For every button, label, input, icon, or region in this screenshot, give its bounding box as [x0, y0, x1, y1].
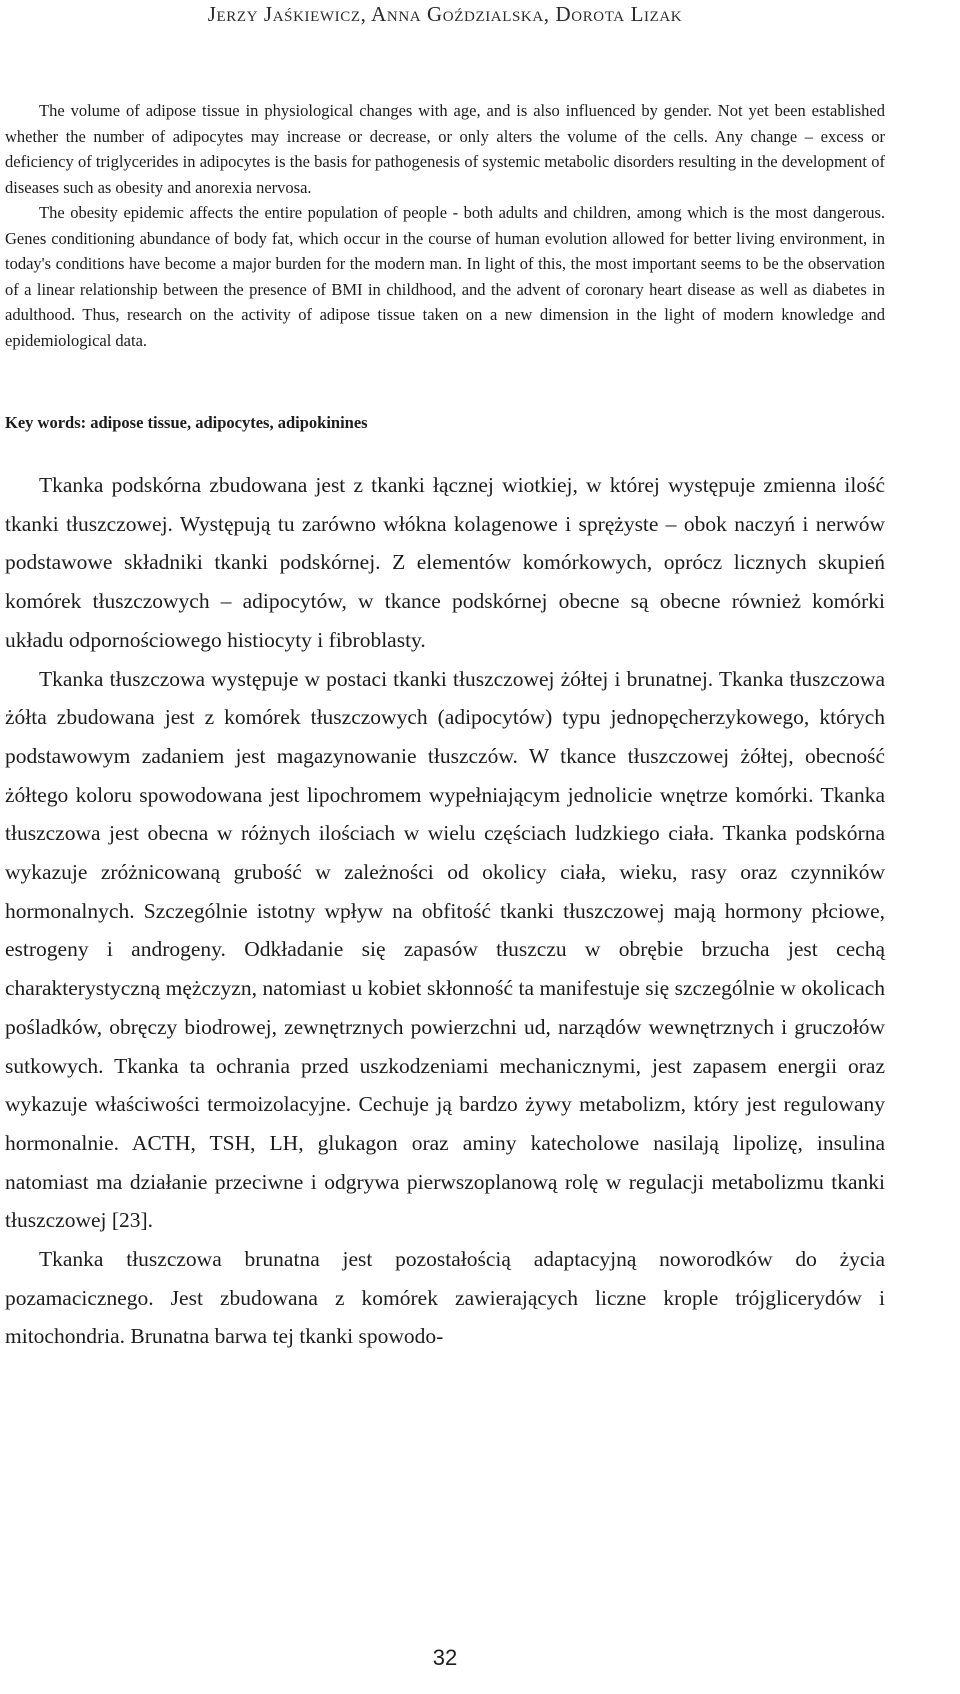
keywords: Key words: adipose tissue, adipocytes, adipokinines [5, 413, 368, 432]
body-text [5, 466, 885, 1356]
abstract-paragraph-1: The volume of adipose tissue in physiological changes with age, and is also influenced by gender. Not yet been established whether the number of adipocytes may increase or decrease, or only alters the volume of the cells. Any change – excess or deficiency of triglycerides in adipocytes is the basis for pathogenesis of systemic metabolic disorders resulting in the development of diseases such as obesity and anorexia nervosa. [5, 101, 885, 197]
body-paragraph-1: Tkanka podskórna zbudowana jest z tkanki łącznej wiotkiej, w której występuje zmienna ilość tkanki tłuszczowej. Występują tu zarówno włókna kolagenowe i sprężyste – obok naczyń i nerwów podstawowe składniki tkanki podskórnej. Z elementów komórkowych, oprócz licznych skupień komórek tłuszczowych – adipocytów, w tkance podskórnej obecne są obecne również komórki układu odpornościowego histiocyty i fibroblasty. [5, 473, 885, 652]
body-paragraph-2: Tkanka tłuszczowa występuje w postaci tkanki tłuszczowej żółtej i brunatnej. Tkanka tłuszczowa żółta zbudowana jest z komórek tłuszczowych (adipocytów) typu jednopęcherzykowego, których podstawowym zadaniem jest magazynowanie tłuszczów. W tkance tłuszczowej żółtej, obecność żółtego koloru spowodowana jest lipochromem wypełniającym jednolicie wnętrze komórki. Tkanka tłuszczowa jest obecna w różnych ilościach w wielu częściach ludzkiego ciała. Tkanka podskórna wykazuje zróżnicowaną grubość w zależności od okolicy ciała, wieku, rasy oraz czynników hormonalnych. Szczególnie istotny wpływ na obfitość tkanki tłuszczowej mają hormony płciowe, estrogeny i androgeny. Odkładanie się zapasów tłuszczu w obrębie brzucha jest cechą charakterystyczną mężczyzn, natomiast u kobiet skłonność ta manifestuje się szczególnie w okolicach pośladków, obręczy biodrowej, zewnętrznych powierzchni ud, narządów wewnętrznych i gruczołów sutkowych. Tkanka ta ochrania przed uszkodzeniami mechanicznymi, jest zapasem energii oraz wykazuje właściwości termoizolacyjne. Cechuje ją bardzo żywy metabolizm, który jest regulowany hormonalnie. ACTH, TSH, LH, glukagon oraz aminy katecholowe nasilają lipolizę, insulina natomiast ma działanie przeciwne i odgrywa pierwszoplanową rolę w regulacji metabolizmu tkanki tłuszczowej [23]. [5, 666, 885, 1233]
abstract [5, 98, 885, 353]
body-paragraph-3: Tkanka tłuszczowa brunatna jest pozostałością adaptacyjną noworodków do życia pozamacicznego. Jest zbudowana z komórek zawierających liczne krople trójglicerydów i mitochondria. Brunatna barwa tej tkanki spowodo- [5, 1247, 885, 1349]
running-header-authors: Jerzy Jaśkiewicz, Anna Goździalska, Dorota Lizak [207, 2, 683, 26]
page-number: 32 [432, 1645, 458, 1670]
abstract-paragraph-2: The obesity epidemic affects the entire population of people - both adults and children, among which is the most dangerous. Genes conditioning abundance of body fat, which occur in the course of human evolution allowed for better living environment, in today's conditions have become a major burden for the modern man. In light of this, the most important seems to be the observation of a linear relationship between the presence of BMI in childhood, and the advent of coronary heart disease as well as diabetes in adulthood. Thus, research on the activity of adipose tissue taken on a new dimension in the light of modern knowledge and epidemiological data. [5, 203, 885, 350]
